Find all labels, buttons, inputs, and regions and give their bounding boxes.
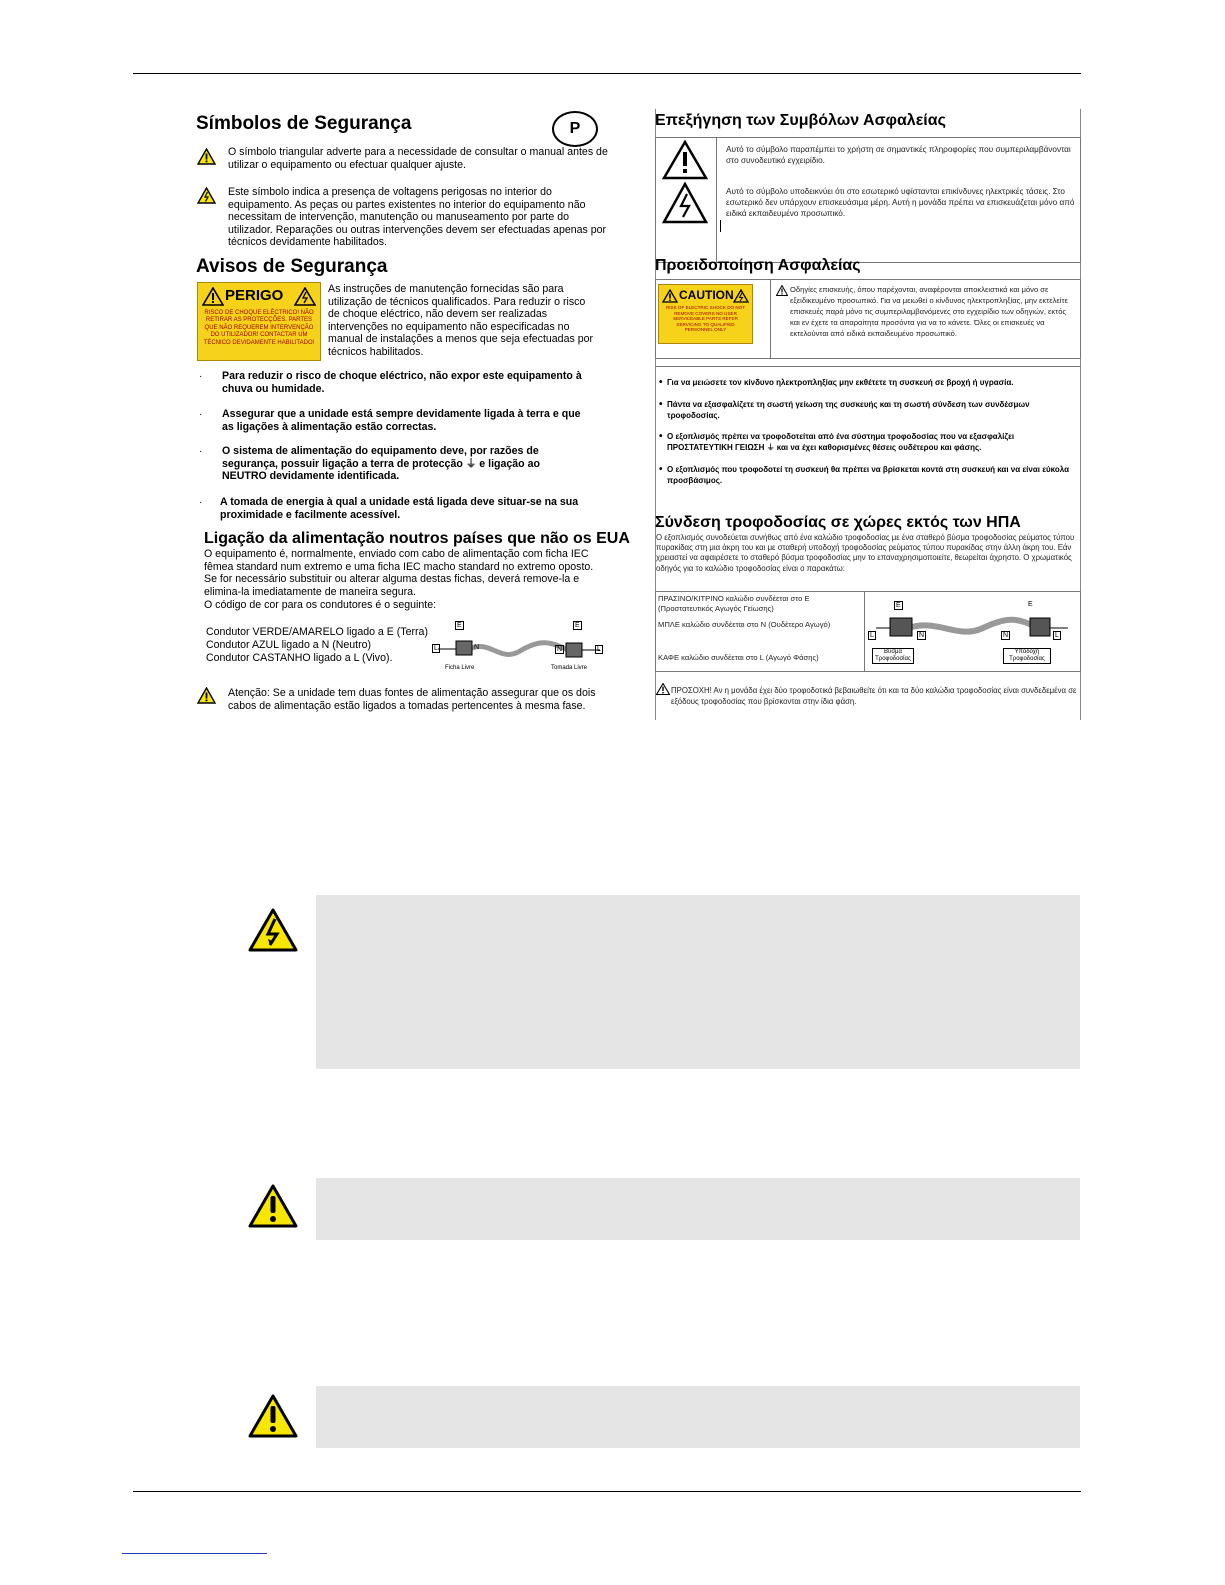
gr-bullet-2: Πάντα να εξασφαλίζετε τη σωστή γείωση της συσκευής και τη σωστή σύνδεση των συνδέσμων τροφοδοσίας. <box>667 400 1030 420</box>
section-rule <box>655 366 1081 367</box>
gr-bullet-4: Ο εξοπλισμός που τροφοδοτεί τη συσκευή θα πρέπει να βρίσκεται κοντά στη συσκευή και να είναι εύκολα προσβάσιμος. <box>667 465 1070 485</box>
electric-shock-warning-icon <box>247 907 299 953</box>
e-terminal-label: E <box>1028 601 1033 608</box>
caution-triangle-icon <box>197 687 216 704</box>
gr-bullet-1: Για να μειώσετε τον κίνδυνο ηλεκτροπληξίας μην εκθέτετε τη συσκευή σε βροχή ή υγρασία. <box>667 378 1014 387</box>
caution-triangle-icon <box>197 148 216 165</box>
note-box-caution <box>316 1178 1080 1240</box>
bullet-marker: · <box>199 371 203 382</box>
gr-conductor-2: ΜΠΛΕ καλώδιο συνδέεται στο Ν (Ουδέτερο Αγωγό) <box>658 620 831 629</box>
pt-symbol1-text: O símbolo triangular adverte para a necessidade de consultar o manual antes de utilizar o equipamento ou efectuar qualquer ajuste. <box>228 146 608 171</box>
e-terminal-label: E <box>457 622 462 629</box>
gr-caution-table <box>655 279 1081 359</box>
pt-power-title: Ligação da alimentação noutros países que não os EUA <box>204 530 630 547</box>
text-cursor-mark <box>720 220 721 232</box>
caution-warning-icon <box>656 683 670 695</box>
socket-caption: Υποδοχή Τροφοδοσίας <box>1003 648 1051 664</box>
e-terminal-label: E <box>575 622 580 629</box>
pt-conductor-3: Condutor CASTANHO ligado a L (Vivo). <box>206 652 393 664</box>
footer-rule <box>133 1491 1081 1492</box>
pt-symbols-title: Símbolos de Segurança <box>196 113 412 134</box>
caution-small-text: RISK OF ELECTRIC SHOCK DO NOT REMOVE COVERS NO USER SERVICEABLE PARTS REFER SERVICING TO QUALIFIED PERSONNEL ONLY <box>665 305 746 333</box>
gr-symbols-table <box>655 137 1081 263</box>
bullet-marker: • <box>659 464 663 475</box>
pt-bullet-2: Assegurar que a unidade está sempre devidamente ligada à terra e que as ligações à alimentação estão correctas. <box>222 408 581 433</box>
table-divider <box>716 138 717 262</box>
l-terminal-label: L <box>1055 632 1059 639</box>
pt-color-code-intro: O código de cor para os condutores é o seguinte: <box>204 599 437 611</box>
bullet-marker: • <box>659 431 663 442</box>
pt-bullet-3: O sistema de alimentação do equipamento deve, por razões de segurança, possuir ligação a terra de protecção ⏚ e ligação ao NEUTRO devidamente identificada. <box>222 445 540 483</box>
pt-atencao-text: Atenção: Se a unidade tem duas fontes de alimentação assegurar que os dois cabos de alimentação estão ligados a tomadas pertencentes à mesma fase. <box>228 687 596 712</box>
pt-symbol2-text: Este símbolo indica a presença de voltagens perigosas no interior do equipamento. As peças ou partes existentes no interior do equipamento não necessitam de intervenção, manutenção ou manuseamento por parte do utilizador. Reparações ou outras intervenções devem ser efectuadas apenas por técnicos devidamente habilitados. <box>228 186 607 249</box>
note-box-electric <box>316 895 1080 1069</box>
plug-caption: Ficha Livre <box>445 665 475 671</box>
plug-caption: Βύσμα Τροφοδοσίας <box>872 648 914 664</box>
pt-conductor-2: Condutor AZUL ligado a N (Neutro) <box>206 639 372 651</box>
e-terminal-label: E <box>896 602 901 609</box>
caution-shock-icon <box>733 289 749 303</box>
n-terminal-label: N <box>1003 632 1009 639</box>
perigo-heading: PERIGO <box>225 287 284 304</box>
pt-bullet-4: A tomada de energia à qual a unidade está ligada deve situar-se na sua proximidade e facilmente acessível. <box>220 496 579 521</box>
gr-caution-text: Οδηγίες επισκευής, όπου παρέχονται, αναφέρονται αποκλειστικά και μόνο σε εξειδικευμένο προσωπικό. Για να μειωθεί ο κίνδυνος ηλεκτροπληξίας, μην εκτελείτε επισκευές παρά μόνο τις συμπεριλαμβανόμενες στο εγχειρίδιο των οδηγιών, εκτός και εν έχετε τα απαραίτητα προσόντα για να το κάνετε. Όλες οι επισκευές να εκτελούνται από ειδικά εκπαιδευμένο προσωπικό. <box>790 285 1068 338</box>
bullet-marker: · <box>199 409 203 420</box>
bullet-marker: • <box>659 399 663 410</box>
header-rule <box>133 73 1081 74</box>
bullet-marker: • <box>659 377 663 388</box>
pt-cable-diagram <box>430 621 606 676</box>
gr-power-title: Σύνδεση τροφοδοσίας σε χώρες εκτός των ΗΠΑ <box>655 514 1021 531</box>
caution-warning-icon <box>247 1183 299 1229</box>
caution-warning-icon <box>662 289 678 303</box>
electric-shock-triangle-icon <box>197 187 216 204</box>
bullet-marker: · <box>199 446 203 457</box>
gr-conductor-table <box>655 591 1081 672</box>
footnote-separator <box>122 1553 267 1554</box>
language-badge: P <box>552 111 598 147</box>
electric-shock-triangle-icon <box>662 182 708 224</box>
n-terminal-label: N <box>557 646 563 653</box>
pt-power-text: O equipamento é, normalmente, enviado com cabo de alimentação com ficha IEC fêmea standard num extremo e uma ficha IEC macho standard no extremo oposto. Se for necessário substituir ou alterar alguma destas fichas, deverá remove-la e elimina-la imediatamente de maneira segura. <box>204 548 594 598</box>
n-terminal-label: N <box>474 644 480 651</box>
gr-conductor-1: ΠΡΑΣΙΝΟ/ΚΙΤΡΙΝΟ καλώδιο συνδέεται στο Ε (Προστατευτικός Αγωγός Γείωσης) <box>658 594 810 613</box>
pt-conductor-1: Condutor VERDE/AMARELO ligado a E (Terra) <box>206 626 428 638</box>
l-terminal-label: L <box>870 632 874 639</box>
socket-caption: Tomada Livre <box>551 665 588 671</box>
perigo-shock-icon <box>294 287 316 306</box>
caution-warning-icon <box>776 285 788 296</box>
gr-conductor-3: ΚΑΦΕ καλώδιο συνδέεται στο L (Αγωγό Φάσης) <box>658 653 819 662</box>
caution-label <box>658 284 753 344</box>
perigo-label <box>197 282 321 361</box>
gr-warnings-title: Προειδοποίηση Ασφαλείας <box>655 257 861 274</box>
table-divider <box>864 592 865 671</box>
gr-symbol2-text: Αυτό το σύμβολο υποδεικνύει ότι στο εσωτερικό υφίστανται επικίνδυνες ηλεκτρικές τάσεις. Στο εσωτερικό δεν υπάρχουν επισκευάσιμα μέρη. Αυτή η μονάδα πρέπει να επισκευάζεται μόνο από ειδικά εκπαιδευμένο προσωπικό. <box>726 187 1075 218</box>
caution-triangle-icon <box>662 140 708 180</box>
table-divider <box>770 280 771 358</box>
portuguese-safety-panel <box>193 109 630 714</box>
gr-symbols-title: Επεξήγηση των Συμβόλων Ασφαλείας <box>655 112 946 129</box>
gr-power-text: Ο εξοπλισμός συνοδεύεται συνήθως από ένα καλώδιο τροφοδοσίας με ένα σταθερό βύσμα τροφοδοσίας ρεύματος τύπου πυρακίδας στη μια άκρη του και με σταθερή υποδοχή τροφοδοσίας ρεύματος τύπου πυρακίδας στην άλλη άκρη του. Εάν χρειαστεί να αφαιρέσετε το σταθερό βύσμα τροφοδοσίας μην το επαναχρησιμοποιείτε, θεωρείται άχρηστο. Ο χρωματικός οδηγός για το καλώδιο τροφοδοσίας είναι ο παρακάτω: <box>656 533 1075 573</box>
pt-warnings-title: Avisos de Segurança <box>196 256 388 277</box>
l-terminal-label: L <box>597 646 601 653</box>
caution-heading: CAUTION <box>679 288 734 302</box>
gr-cable-diagram <box>868 596 1076 668</box>
gr-prosoxi-text: ΠΡΟΣΟΧΗ! Αν η μονάδα έχει δύο τροφοδοτικά βεβαιωθείτε ότι και τα δύο καλώδια τροφοδοσίας είναι συνδεδεμένα σε εξόδους τροφοδοσίας που βρίσκονται στην ίδια φάση. <box>671 686 1077 706</box>
pt-perigo-text: As instruções de manutenção fornecidas são para utilização de técnicos qualificados. Para reduzir o risco de choque eléctrico, não devem ser realizadas intervenções no equipamento não especificadas no manual de instalações a menos que seja efectuadas por técnicos habilitados. <box>328 283 594 358</box>
gr-symbol1-text: Αυτό το σύμβολο παραπέμπει το χρήστη σε σημαντικές πληροφορίες που συμπεριλαμβάνονται στο συνοδευτικό εγχειρίδιο. <box>726 145 1071 165</box>
gr-bullet-3: Ο εξοπλισμός πρέπει να τροφοδοτείται από ένα σύστημα τροφοδοσίας που να εξασφαλίζει ΠΡΟΣΤΑΤΕΥΤΙΚΗ ΓΕΙΩΣΗ ⏚ και να έχει καθορισμένες θέσεις ουδέτερου και φάσης. <box>667 432 1015 452</box>
caution-warning-icon <box>247 1393 299 1439</box>
perigo-small-text: RISCO DE CHOQUE ELÉCTRICO! NÃO RETIRAR AS PROTECÇÕES. PARTES QUE NÃO REQUEREM INTERVENÇÃO DO UTILIZADOR! CONTACTAR UM TÉCNICO DEVIDAMENTE HABILITADO! <box>203 310 315 346</box>
pt-bullet-1: Para reduzir o risco de choque eléctrico, não expor este equipamento à chuva ou humidade. <box>222 370 582 395</box>
bullet-marker: · <box>199 497 203 508</box>
greek-safety-panel <box>653 109 1081 720</box>
note-box-caution <box>316 1386 1080 1448</box>
n-terminal-label: N <box>919 632 925 639</box>
perigo-warning-icon <box>202 287 224 306</box>
l-terminal-label: L <box>434 645 438 652</box>
